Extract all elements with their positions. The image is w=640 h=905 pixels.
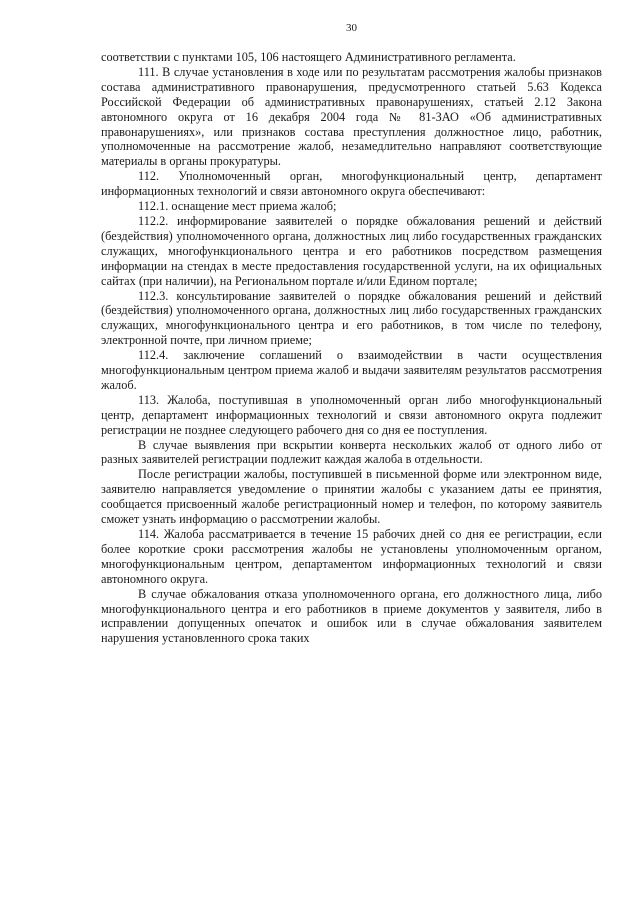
paragraph-112-1: 112.1. оснащение мест приема жалоб; — [138, 199, 337, 214]
paragraph-114: 114. Жалоба рассматривается в течение 15 рабочих дней со дня ее регистрации, если более короткие сроки рассмотрения жалобы не установлены уполномоченным органом, многофункциональным центром, департаментом информационных технологий и связи автономного округа. — [101, 527, 602, 586]
paragraph-114-refusal: В случае обжалования отказа уполномоченного органа, его должностного лица, либо многофункционального центра и его работников в приеме документов у заявителя, либо в исправлении допущенных опечаток и ошибок или в случае обжалования заявителем нарушения установленного срока таких — [101, 586, 602, 646]
body-text — [101, 50, 602, 646]
paragraph-continuation: соответствии с пунктами 105, 106 настоящего Административного регламента. — [101, 50, 516, 64]
paragraph-113-envelope: В случае выявления при вскрытии конверта нескольких жалоб от одного либо от разных заявителей регистрации подлежит каждая жалоба в отдельности. — [101, 437, 602, 467]
paragraph-112-3: 112.3. консультирование заявителей о порядке обжалования решений и действий (бездействия) уполномоченного органа, должностных лиц либо государственных гражданских служащих, многофункционального центра и его работников, в том числе по телефону, электронной почте, при личном приеме; — [101, 288, 602, 348]
paragraph-113: 113. Жалоба, поступившая в уполномоченный орган либо многофункциональный центр, департамент информационных технологий и связи автономного округа подлежит регистрации не позднее следующего рабочего дня со дня ее поступления. — [101, 392, 602, 437]
paragraph-112: 112. Уполномоченный орган, многофункциональный центр, департамент информационных технологий и связи автономного округа обеспечивают: — [101, 169, 602, 199]
paragraph-113-notification: После регистрации жалобы, поступившей в письменной форме или электронном виде, заявителю направляется уведомление о принятии жалобы с указанием даты ее принятия, сообщается присвоенный жалобе регистрационный номер и телефон, по которому заявитель сможет узнать информацию о рассмотрении жалобы. — [101, 467, 602, 527]
page-number: 30 — [346, 22, 357, 34]
paragraph-111: 111. В случае установления в ходе или по результатам рассмотрения жалобы признаков состава административного правонарушения, предусмотренного статьей 5.63 Кодекса Российской Федерации об административных правонарушениях, статьей 2.12 Закона автономного округа от 16 декабря 2004 года № 81-ЗАО «Об административных правонарушениях», или признаков состава преступления должностное лицо, работник, уполномоченные на рассмотрение жалоб, незамедлительно направляют соответствующие материалы в органы прокуратуры. — [101, 64, 602, 169]
paragraph-112-2: 112.2. информирование заявителей о порядке обжалования решений и действий (бездействия) уполномоченного органа, должностных лиц либо государственных гражданских служащих, многофункционального центра и его работников посредством размещения информации на стендах в месте предоставления государственной услуги, на их официальных сайтах (при наличии), на Региональном портале и/или Едином портале; — [101, 213, 602, 288]
paragraph-112-4: 112.4. заключение соглашений о взаимодействии в части осуществления многофункциональным центром приема жалоб и выдачи заявителям результатов рассмотрения жалоб. — [101, 348, 602, 392]
